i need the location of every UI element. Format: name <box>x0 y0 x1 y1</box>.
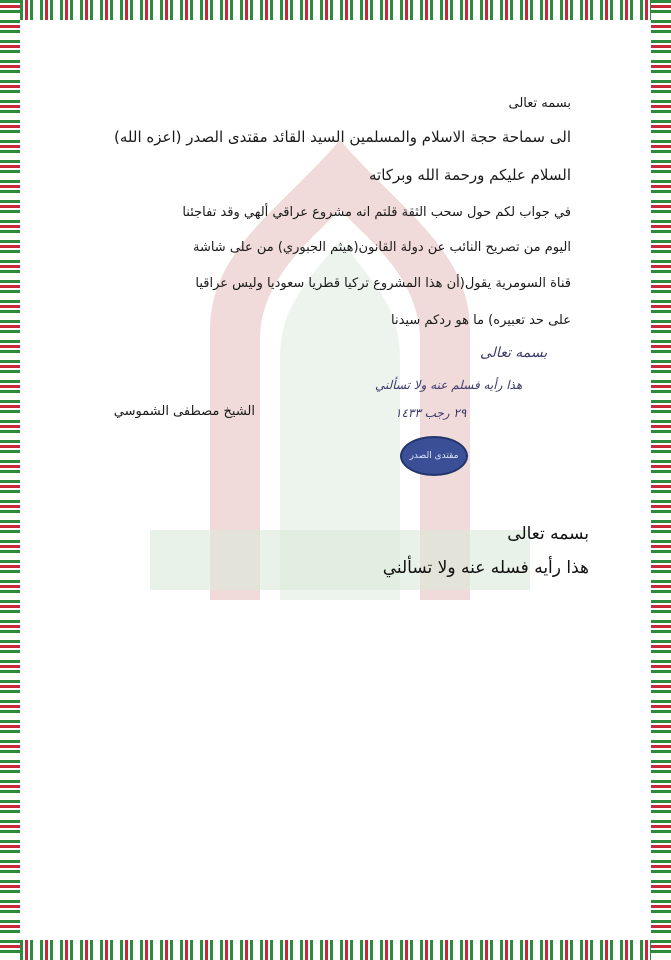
handwritten-note: هذا رأيه فسلم عنه ولا تسألني <box>375 378 523 392</box>
mosque-watermark-icon <box>140 130 540 610</box>
handwritten-date: ٢٩ رجب ١٤٣٣ <box>395 406 467 420</box>
official-seal <box>400 436 468 476</box>
letter-body-line: اليوم من تصريح النائب عن دولة القانون(هيثم الجبوري) من على شاشة <box>192 240 571 255</box>
border-top <box>0 0 671 20</box>
reply-salutation: بسمه تعالى <box>507 524 589 544</box>
border-left <box>0 0 20 960</box>
letter-greeting: السلام عليكم ورحمة الله وبركاته <box>369 166 571 184</box>
border-bottom <box>0 940 671 960</box>
letter-addressee: الى سماحة حجة الاسلام والمسلمين السيد القائد مقتدى الصدر (اعزه الله) <box>114 128 571 146</box>
seal-text: مقتدى الصدر <box>409 451 459 461</box>
border-right <box>651 0 671 960</box>
handwritten-salutation: بسمه تعالى <box>480 345 548 361</box>
reply-text: هذا رأيه فسله عنه ولا تسألني <box>382 558 589 578</box>
letter-body-line: قناة السومرية يقول(أن هذا المشروع تركيا قطريا سعوديا وليس عراقيا <box>195 276 571 291</box>
letter-body-line: على حد تعبيره) ما هو ردكم سيدنا <box>391 313 571 328</box>
letter-salutation: بسمه تعالى <box>508 96 571 111</box>
letter-body-line: في جواب لكم حول سحب الثقة قلتم انه مشروع عراقي ألهي وقد تفاجئنا <box>182 205 571 220</box>
letter-sender: الشيخ مصطفى الشموسي <box>113 404 255 419</box>
